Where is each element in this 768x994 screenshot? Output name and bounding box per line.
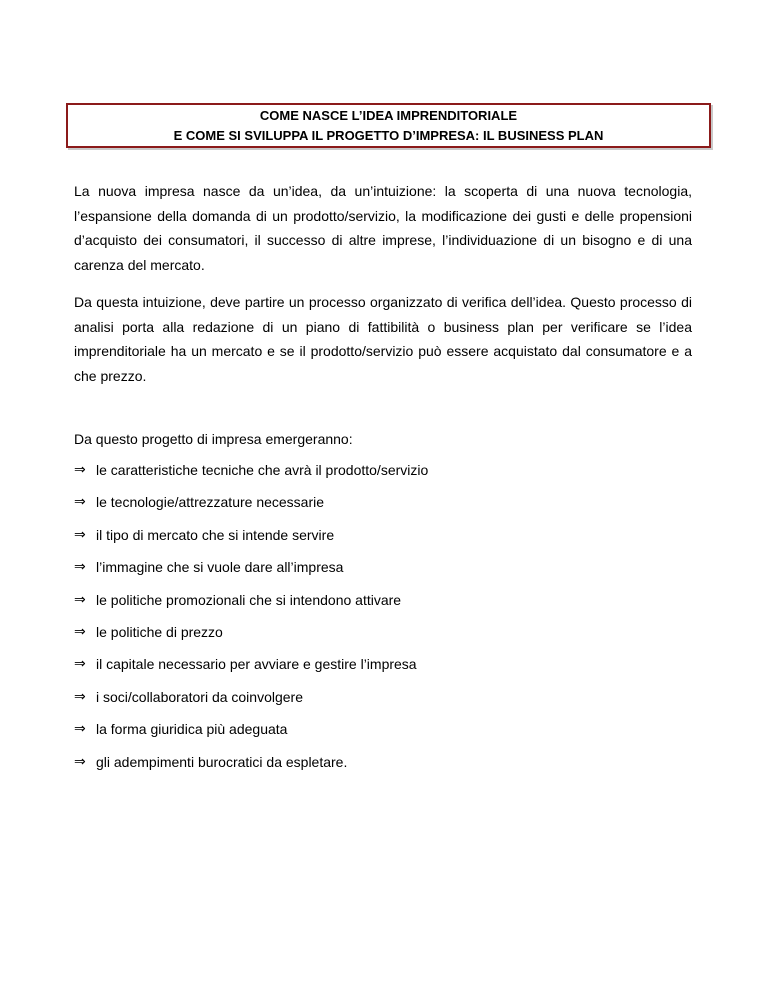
list-item-text: le politiche promozionali che si intendono attivare <box>96 591 402 608</box>
list-item-text: il capitale necessario per avviare e gestire l’impresa <box>96 656 417 673</box>
list-item-text: le caratteristiche tecniche che avrà il prodotto/servizio <box>96 462 429 478</box>
title-box <box>66 103 711 148</box>
list-item-text: le tecnologie/attrezzature necessarie <box>96 494 325 511</box>
title-line-2: E COME SI SVILUPPA IL PROGETTO D’IMPRESA: IL BUSINESS PLAN <box>173 128 604 143</box>
list-item-text: l’immagine che si vuole dare all’impresa <box>96 559 344 576</box>
list-item <box>74 620 428 652</box>
right-double-arrow-icon: ⇒ <box>74 559 86 576</box>
paragraph-2: Da questa intuizione, deve partire un processo organizzato di verifica dell’idea. Questo processo di analisi porta alla redazione di un piano di fattibilità o business plan per verificare se l’idea imprenditoriale ha un mercato e se il prodotto/servizio può essere acquistato dal consumatore e a che prezzo. <box>74 294 692 384</box>
right-double-arrow-icon: ⇒ <box>74 688 86 705</box>
list-item <box>74 523 428 555</box>
list-item <box>74 458 428 490</box>
right-double-arrow-icon: ⇒ <box>74 721 86 738</box>
right-double-arrow-icon: ⇒ <box>74 591 86 608</box>
list-item-text: il tipo di mercato che si intende servire <box>96 526 335 543</box>
list-item <box>74 555 428 587</box>
list-item-text: le politiche di prezzo <box>96 623 223 640</box>
right-double-arrow-icon: ⇒ <box>74 494 86 511</box>
list-item <box>74 490 428 522</box>
list-item <box>74 588 428 620</box>
bullet-list <box>74 458 428 782</box>
right-double-arrow-icon: ⇒ <box>74 753 86 770</box>
list-item-text: la forma giuridica più adeguata <box>96 721 288 738</box>
list-item-text: i soci/collaboratori da coinvolgere <box>96 688 303 705</box>
right-double-arrow-icon: ⇒ <box>74 623 86 640</box>
right-double-arrow-icon: ⇒ <box>74 656 86 673</box>
list-item <box>74 717 428 749</box>
paragraph-1: La nuova impresa nasce da un’idea, da un’intuizione: la scoperta di una nuova tecnologia, l’espansione della domanda di un prodotto/servizio, la modificazione dei gusti e delle propensioni d’acquisto dei consumatori, il successo di altre imprese, l’individuazione di un bisogno e di una carenza del mercato. <box>74 183 692 273</box>
list-item <box>74 652 428 684</box>
list-item-text: gli adempimenti burocratici da espletare. <box>96 753 348 770</box>
list-item <box>74 750 428 782</box>
list-intro: Da questo progetto di impresa emergeranno: <box>74 431 353 447</box>
title-line-1: COME NASCE L’IDEA IMPRENDITORIALE <box>259 108 518 123</box>
list-item <box>74 685 428 717</box>
right-double-arrow-icon: ⇒ <box>74 526 86 543</box>
right-double-arrow-icon: ⇒ <box>74 462 86 478</box>
